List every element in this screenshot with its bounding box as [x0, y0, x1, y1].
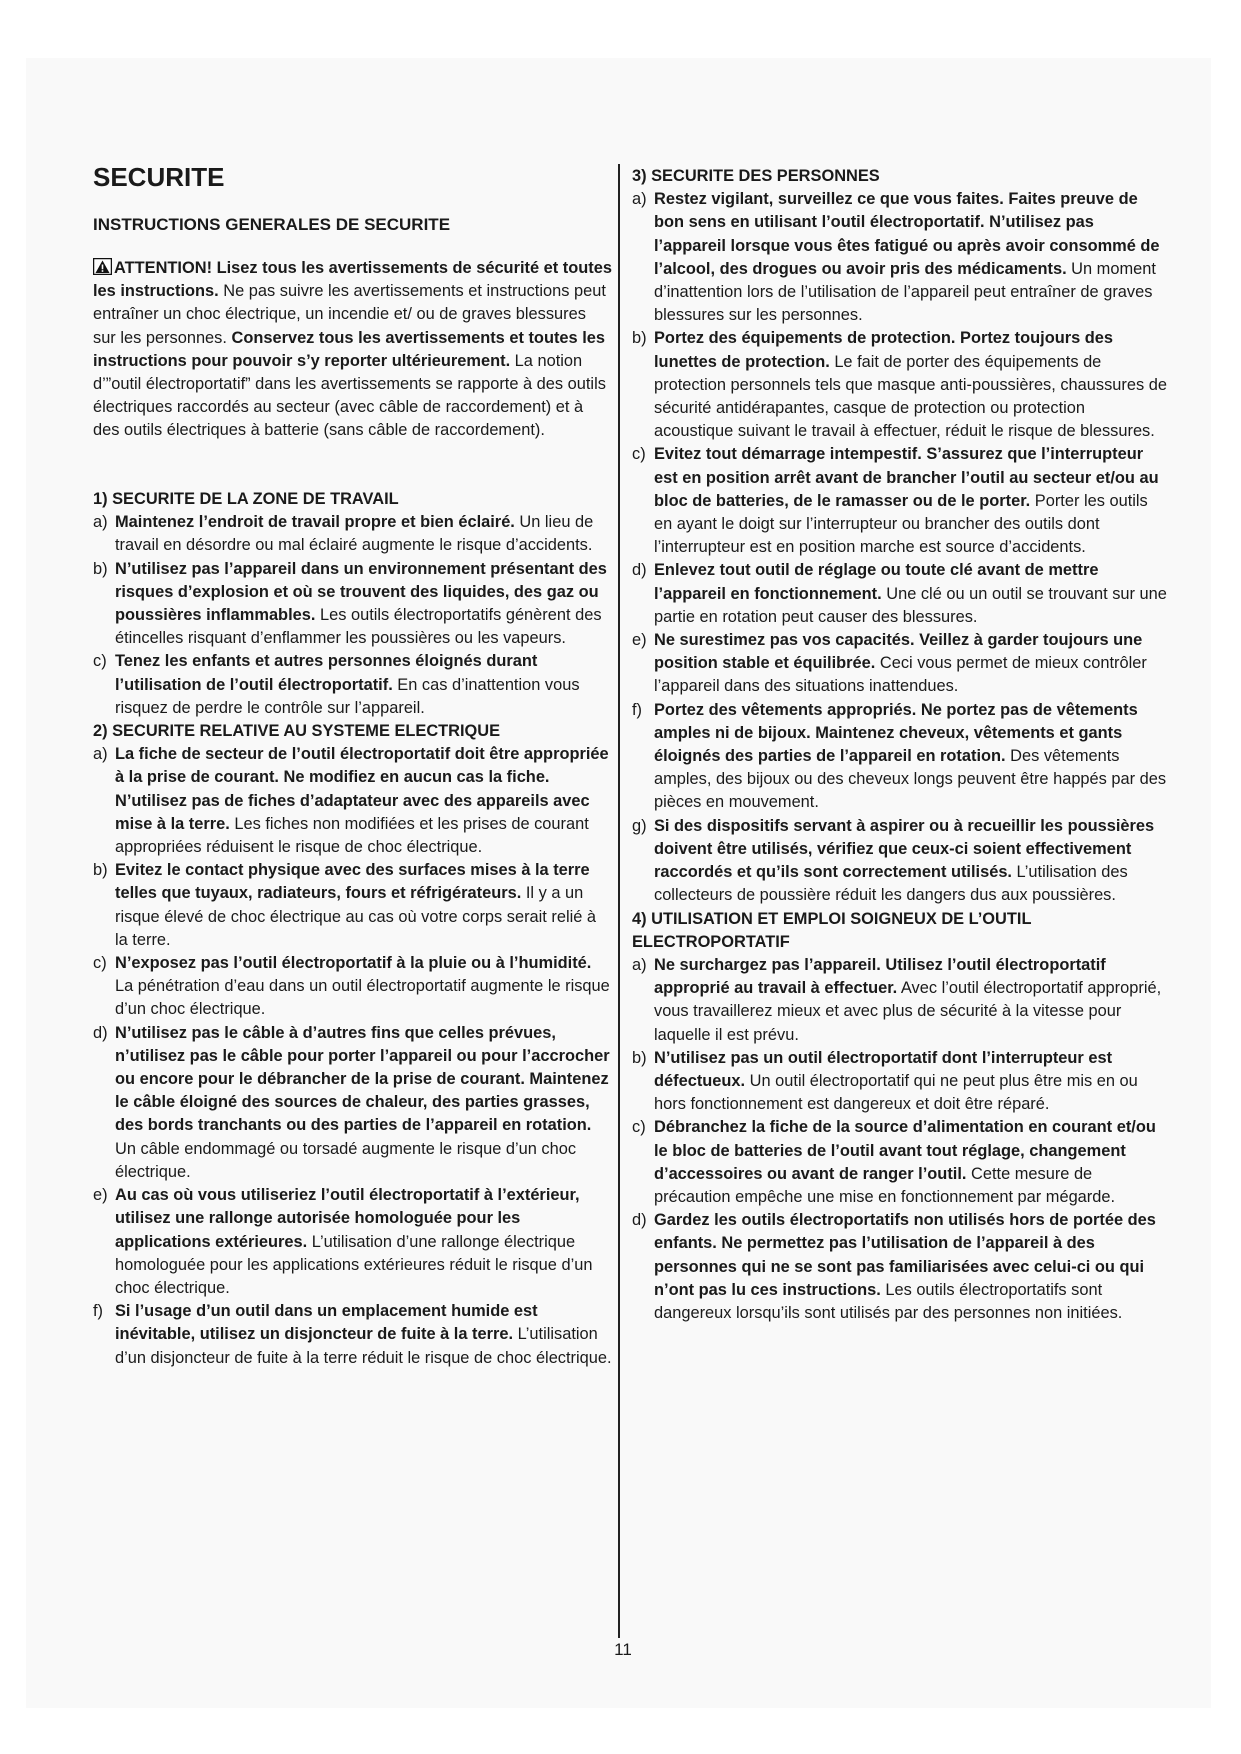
item-letter: e) — [632, 631, 647, 650]
item-letter: a) — [632, 190, 647, 209]
item-text: Avec l’outil électroportatif approprié, vous travaillerez mieux et avec plus de sécurité à la vitesse pour laquelle il est prévu. — [654, 979, 1162, 1044]
item-text: Des vêtements amples, des bijoux ou des cheveux longs peuvent être happés par des pièces en mouvement. — [654, 747, 1167, 812]
item-text: Il y a un risque élevé de choc électrique au cas où votre corps serait relié à la terre. — [115, 884, 597, 949]
list-item — [93, 859, 613, 952]
warning-bold-1: ATTENTION! Lisez tous les avertissements de sécurité et toutes les instructions. — [93, 259, 612, 301]
item-letter: g) — [632, 816, 647, 835]
item-letter: c) — [93, 652, 107, 671]
item-letter: b) — [93, 559, 108, 578]
list-item — [93, 1022, 613, 1184]
list-item — [632, 954, 1167, 1047]
item-text: Ceci vous permet de mieux contrôler l’appareil dans des situations inattendues. — [654, 654, 1147, 696]
list-item — [93, 1184, 613, 1300]
item-letter: b) — [93, 861, 108, 880]
list-item — [632, 629, 1167, 699]
list-item — [632, 559, 1167, 629]
section-4-heading: 4) UTILISATION ET EMPLOI SOIGNEUX DE L’OUTIL ELECTROPORTATIF — [632, 909, 1032, 951]
item-bold: Débranchez la fiche de la source d’alimentation en courant et/ou le bloc de batteries de l’outil avant tout réglage, changement d’accessoires ou avant de ranger l’outil. — [654, 1118, 1156, 1183]
item-bold: Si l’usage d’un outil dans un emplacement humide est inévitable, utilisez un disjoncteur de fuite à la terre. — [115, 1302, 538, 1344]
list-item — [632, 443, 1167, 559]
item-text: Un outil électroportatif qui ne peut plus être mis en ou hors fonctionnement est dangereux et doit être réparé. — [654, 1071, 1138, 1114]
item-text: Un lieu de travail en désordre ou mal éclairé augmente le risque d’accidents. — [115, 513, 594, 555]
item-bold: Evitez tout démarrage intempestif. S’assurez que l’interrupteur est en position arrêt avant de brancher l’outil au secteur et/ou au bloc de batteries, de le ramasser ou de le porter. — [654, 445, 1159, 510]
item-text: Le fait de porter des équipements de protection personnels tels que masque anti-poussières, chaussures de sécurité antidérapantes, casque de protection ou protection acoustique suivant le travail à effectuer, réduit le risque de blessures. — [654, 352, 1167, 441]
item-bold: Maintenez l’endroit de travail propre et bien éclairé. — [115, 513, 515, 532]
item-text: Les fiches non modifiées et les prises de courant appropriées réduisent le risque de choc électrique. — [115, 814, 589, 857]
general-warning — [93, 257, 613, 443]
item-text: Un moment d’inattention lors de l’utilisation de l’appareil peut entraîner de graves blessures sur les personnes. — [654, 259, 1156, 325]
warning-triangle-icon — [93, 258, 112, 275]
warning-text-1: Ne pas suivre les avertissements et instructions peut entraîner un choc électrique, un incendie et/ ou de graves blessures sur les personnes. — [93, 282, 606, 347]
list-item — [632, 327, 1167, 443]
item-text: Cette mesure de précaution empêche une mise en fonctionnement par mégarde. — [654, 1164, 1116, 1206]
section-1-heading: 1) SECURITE DE LA ZONE DE TRAVAIL — [93, 490, 399, 508]
list-item — [93, 952, 613, 1022]
item-letter: a) — [632, 955, 647, 974]
list-item — [93, 743, 613, 859]
item-bold: Portez des vêtements appropriés. Ne portez pas de vêtements amples ni de bijoux. Maintenez cheveux, vêtements et gants éloignés des parties de l’appareil en rotation. — [654, 700, 1138, 766]
item-bold: Ne surestimez pas vos capacités. Veillez à garder toujours une position stable et équilibrée. — [654, 631, 1143, 673]
item-letter: d) — [632, 1211, 647, 1230]
item-letter: b) — [632, 329, 647, 348]
item-bold: N’exposez pas l’outil électroportatif à la pluie ou à l’humidité. — [115, 954, 592, 973]
item-text: Un câble endommagé ou torsadé augmente le risque d’un choc électrique. — [115, 1139, 577, 1181]
warning-text-2: La notion d’”outil électroportatif” dans les avertissements se rapporte à des outils électriques raccordés au secteur (avec câble de raccordement) et à des outils électriques à batterie (sans câble de raccordement). — [93, 351, 606, 440]
item-bold: Ne surchargez pas l’appareil. Utilisez l’outil électroportatif approprié au travail à effectuer. — [654, 955, 1106, 998]
item-bold: Portez des équipements de protection. Portez toujours des lunettes de protection. — [654, 329, 1114, 371]
item-text: L’utilisation d’une rallonge électrique homologuée pour les applications extérieures réduit le risque d’un choc électrique. — [115, 1232, 593, 1297]
list-item — [632, 1209, 1167, 1325]
item-text: Les outils électroportatifs sont dangereux lorsqu’ils sont utilisés par des personnes non initiées. — [654, 1280, 1123, 1322]
item-bold: Evitez le contact physique avec des surfaces mises à la terre telles que tuyaux, radiateurs, fours et réfrigérateurs. — [115, 861, 590, 903]
list-item — [632, 1116, 1167, 1209]
item-bold: N’utilisez pas l’appareil dans un environnement présentant des risques d’explosion et où se trouvent des liquides, des gaz ou poussières inflammables. — [115, 559, 607, 625]
item-letter: e) — [93, 1186, 108, 1205]
list-item — [632, 1047, 1167, 1117]
list-item — [93, 650, 613, 720]
item-text: Une clé ou un outil se trouvant sur une partie en rotation peut causer des blessures. — [654, 584, 1167, 626]
item-letter: c) — [632, 1118, 646, 1137]
item-letter: a) — [93, 745, 108, 764]
item-bold: Si des dispositifs servant à aspirer ou à recueillir les poussières doivent être utilisés, vérifiez que ceux-ci soient effectivement raccordés et qu’ils sont correctement utilisés. — [654, 816, 1155, 882]
column-divider — [618, 164, 620, 1638]
item-bold: La fiche de secteur de l’outil électroportatif doit être appropriée à la prise de courant. Ne modifiez en aucun cas la fiche. N’utilisez pas de fiches d’adaptateur avec des appareils avec mise à la terre. — [115, 745, 609, 833]
item-letter: d) — [93, 1023, 108, 1042]
item-bold: N’utilisez pas un outil électroportatif dont l’interrupteur est défectueux. — [654, 1048, 1113, 1090]
item-letter: d) — [632, 561, 647, 580]
item-text: Porter les outils en ayant le doigt sur l’interrupteur ou brancher des outils dont l’interrupteur est en position marche est source d’accidents. — [654, 491, 1148, 557]
item-letter: f) — [632, 700, 643, 719]
page-number: 11 — [614, 1640, 632, 1659]
item-letter: f) — [93, 1302, 104, 1321]
section-3-heading: 3) SECURITE DES PERSONNES — [632, 167, 880, 185]
item-letter: c) — [632, 445, 646, 464]
item-text: En cas d’inattention vous risquez de perdre le contrôle sur l’appareil. — [115, 675, 580, 717]
list-item — [632, 699, 1167, 815]
general-instructions-subtitle: INSTRUCTIONS GENERALES DE SECURITE — [93, 215, 451, 234]
list-item — [93, 558, 613, 651]
item-bold: Enlevez tout outil de réglage ou toute clé avant de mettre l’appareil en fonctionnement. — [654, 561, 1099, 603]
warning-bold-2: Conservez tous les avertissements et toutes les instructions pour pouvoir s’y reporter ultérieurement. — [93, 328, 605, 370]
item-letter: b) — [632, 1048, 647, 1067]
page-title: SECURITE — [93, 162, 225, 192]
item-text: L’utilisation des collecteurs de poussière réduit les dangers dus aux poussières. — [654, 863, 1128, 905]
section-1 — [93, 488, 613, 1370]
item-bold: N’utilisez pas le câble à d’autres fins que celles prévues, n’utilisez pas le câble pour porter l’appareil ou pour l’accrocher ou encore pour le débrancher de la prise de courant. Maintenez le câble éloigné des sources de chaleur, des parties grasses, des bords tranchants ou des parties de l’appareil en rotation. — [115, 1023, 610, 1135]
list-item — [93, 1300, 613, 1370]
item-text: Les outils électroportatifs génèrent des étincelles risquant d’enflammer les poussières ou les vapeurs. — [115, 606, 602, 648]
item-bold: Tenez les enfants et autres personnes éloignés durant l’utilisation de l’outil électroportatif. — [115, 652, 538, 694]
item-bold: Au cas où vous utiliseriez l’outil électroportatif à l’extérieur, utilisez une rallonge autorisée homologuée pour les applications extérieures. — [115, 1186, 580, 1251]
section-3 — [632, 165, 1167, 1325]
item-text: La pénétration d’eau dans un outil électroportatif augmente le risque d’un choc électrique. — [115, 977, 610, 1019]
item-letter: c) — [93, 954, 107, 973]
item-bold: Restez vigilant, surveillez ce que vous faites. Faites preuve de bon sens en utilisant l’outil électroportatif. N’utilisez pas l’appareil lorsque vous êtes fatigué ou après avoir consommé de l’alcool, des drogues ou avoir pris des médicaments. — [654, 190, 1160, 278]
list-item — [632, 815, 1167, 908]
list-item — [93, 511, 613, 557]
item-bold: Gardez les outils électroportatifs non utilisés hors de portée des enfants. Ne permettez pas l’utilisation de l’appareil à des personnes qui ne se sont pas familiarisées avec celui-ci ou qui n’ont pas lu ces instructions. — [654, 1211, 1156, 1299]
item-text: L’utilisation d’un disjoncteur de fuite à la terre réduit le risque de choc électrique. — [115, 1325, 612, 1367]
list-item — [632, 188, 1167, 327]
section-2-heading: 2) SECURITE RELATIVE AU SYSTEME ELECTRIQUE — [93, 722, 501, 741]
item-letter: a) — [93, 513, 108, 532]
